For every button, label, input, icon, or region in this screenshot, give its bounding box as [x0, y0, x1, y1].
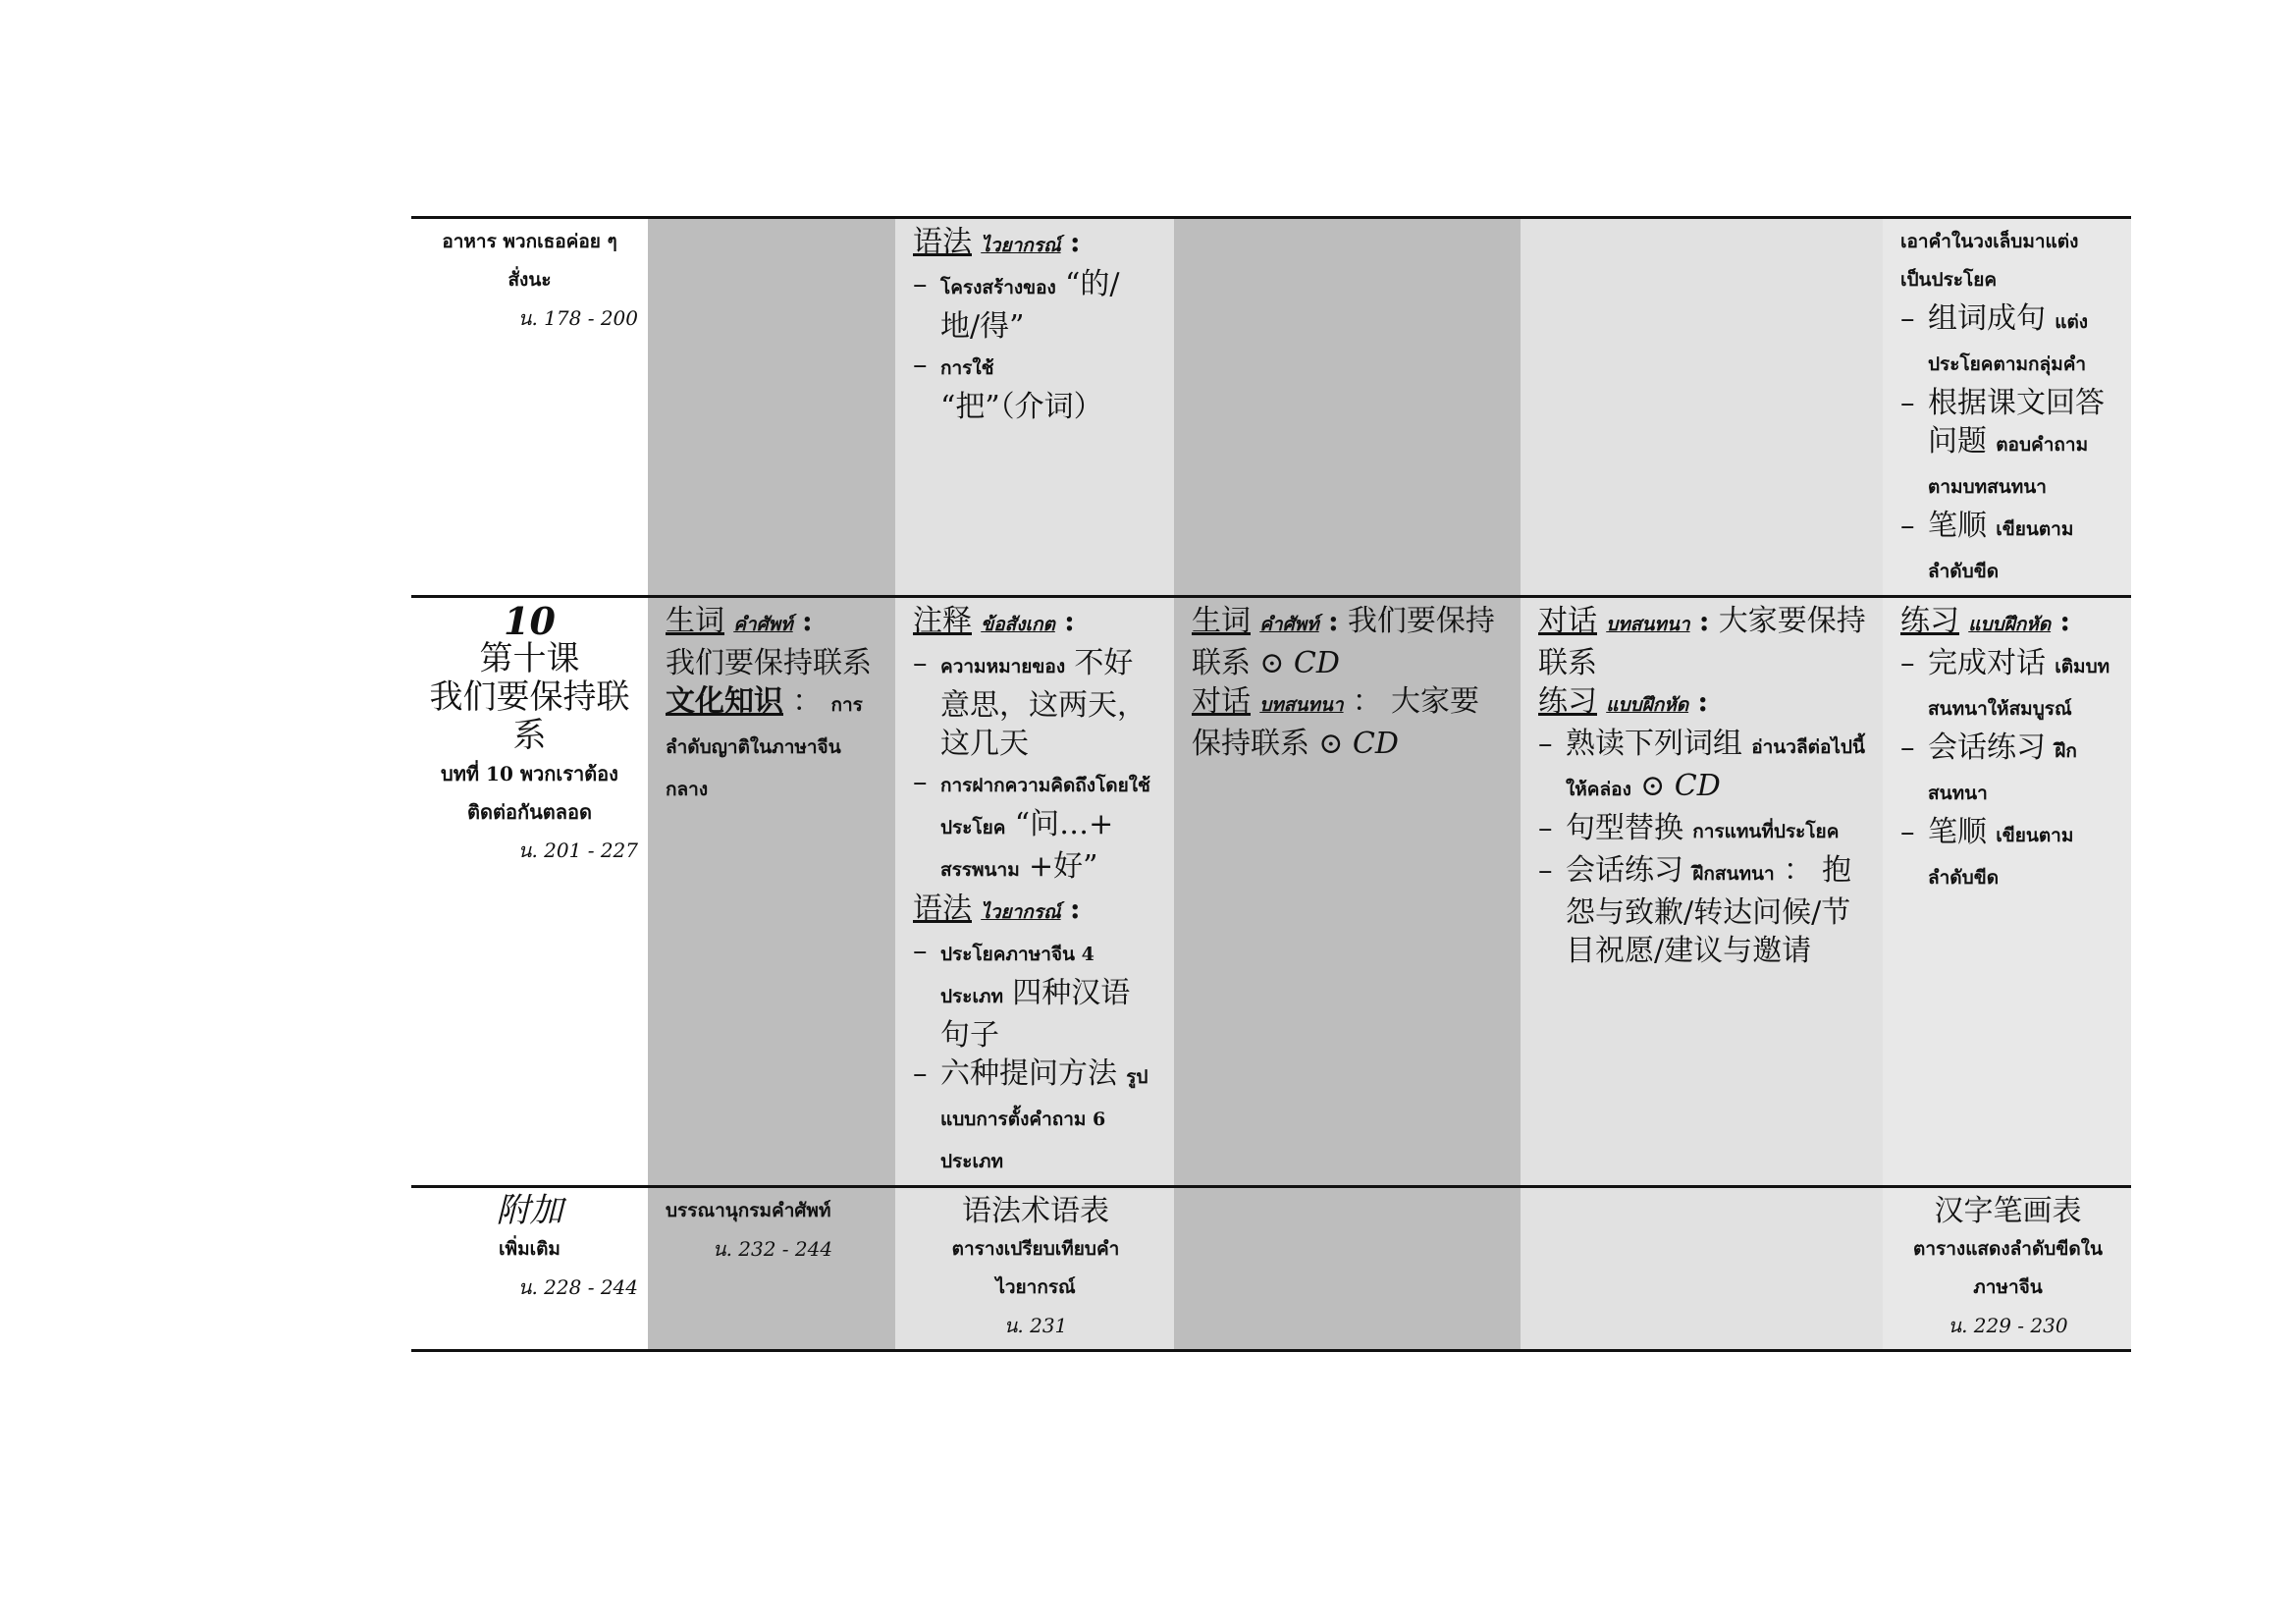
lesson-title-th-line1: อาหาร พวกเธอค่อย ๆ — [442, 231, 617, 252]
grammar-cell: 语法 ไวยากรณ์ : – โครงสร้างของ “的/地/得” – การใช้ “把”（介词） — [895, 218, 1174, 597]
exercise-cell: เอาคำในวงเล็บมาแต่ง เป็นประโยค – 组词成句 แต่งประโยคตามกลุ่มคำ – 根据课文回答问题 ตอบคำถามตามบทสนทนา – 笔顺 เขียนตามลำดับขีด — [1883, 218, 2131, 597]
list-item: – 完成对话 เติมบทสนทนาให้สมบูรณ์ — [1900, 644, 2115, 729]
list-item: – ประโยคภาษาจีน 4 ประเภท 四种汉语句子 — [913, 932, 1158, 1055]
dialogue-cell: 对话 บทสนทนา : 大家要保持联系 练习 แบบฝึกหัด : – 熟读下列词组 อ่านวลีต่อไปนี้ให้คล่อง ⊙ CD – 句型替换 การแทนที่ประโยค – 会话练习 ฝึกสนทนา ： 抱怨与致歉/转达问候/节目祝愿/建议与邀请 — [1521, 597, 1883, 1187]
glossary-cell: บรรณานุกรมคำศัพท์ น. 232 - 244 — [648, 1187, 895, 1351]
list-item: – โครงสร้างของ “的/地/得” — [913, 265, 1158, 346]
stroke-table-cell: 汉字笔画表 ตารางแสดงลำดับขีดในภาษาจีน น. 229 - 230 — [1883, 1187, 2131, 1351]
exercise-cell: 练习 แบบฝึกหัด : – 完成对话 เติมบทสนทนาให้สมบูรณ์ – 会话练习 ฝึกสนทนา – 笔顺 เขียนตามลำดับขีด — [1883, 597, 2131, 1187]
page-range: น. 229 - 230 — [1948, 1314, 2068, 1337]
list-item: – 熟读下列词组 อ่านวลีต่อไปนี้ให้คล่อง ⊙ CD — [1538, 725, 1867, 809]
appendix-title-cn: 附加 — [496, 1191, 563, 1230]
list-item: – 会话练习 ฝึกสนทนา — [1900, 729, 2115, 813]
list-item: – 会话练习 ฝึกสนทนา ： 抱怨与致歉/转达问候/节目祝愿/建议与邀请 — [1538, 851, 1867, 970]
text-cell: 生词 คำศัพท์ : 我们要保持联系 ⊙ CD 对话 บทสนทนา ： 大家要保持联系 ⊙ CD — [1174, 597, 1521, 1187]
lesson-subtitle-cn: 我们要保持联系 — [429, 677, 630, 755]
table-row — [411, 597, 2131, 1187]
page-range: น. 231 — [1003, 1314, 1068, 1337]
empty-cell — [1521, 1187, 1883, 1351]
page-range: น. 178 - 200 — [517, 306, 638, 330]
dialogue-cell — [1521, 218, 1883, 597]
list-item: – 六种提问方法 รูปแบบการตั้งคำถาม 6 ประเภท — [913, 1055, 1158, 1181]
table-row — [411, 218, 2131, 597]
list-item: – การฝากความคิดถึงโดยใช้ประโยค “问…+ สรรพนาม +好” — [913, 763, 1158, 890]
page-range: น. 201 - 227 — [517, 839, 638, 862]
list-item: – 组词成句 แต่งประโยคตามกลุ่มคำ — [1900, 299, 2115, 384]
lesson-title-cn: 第十课 — [479, 639, 580, 678]
notes-grammar-cell: 注释 ข้อสังเกต : – ความหมายของ 不好意思，这两天，这几天 – การฝากความคิดถึงโดยใช้ประโยค “问…+ สรรพนาม +好” 语法 ไวยากรณ์ : – ประโยคภาษาจีน 4 ประเภท 四种汉语句子 – 六种提问方法 รูปแบบการตั้งคำถาม 6 ประเภท — [895, 597, 1174, 1187]
text-cell — [1174, 218, 1521, 597]
vocab-cell: 生词 คำศัพท์ : 我们要保持联系 文化知识 ： การลำดับญาติในภาษาจีนกลาง — [648, 597, 895, 1187]
page-range: น. 232 - 244 — [712, 1237, 833, 1261]
lesson-plan-table — [411, 216, 2131, 1352]
lesson-title-th: บทที่ 10 พวกเราต้องติดต่อกันตลอด — [441, 762, 618, 824]
list-item: – 句型替换 การแทนที่ประโยค — [1538, 809, 1867, 851]
table-row — [411, 1187, 2131, 1351]
appendix-cell — [411, 1187, 648, 1351]
cd-icon: ⊙ CD — [1259, 646, 1340, 680]
grammar-heading-th: ไวยากรณ์ — [981, 235, 1061, 256]
appendix-title-th: เพิ่มเติม — [499, 1238, 561, 1260]
lesson-title-th-line2: สั่งนะ — [507, 269, 552, 291]
grammar-heading: 语法 — [913, 225, 972, 259]
lesson-cell — [411, 218, 648, 597]
lesson-cell — [411, 597, 648, 1187]
cd-icon: ⊙ CD — [1318, 727, 1399, 761]
list-item: – ความหมายของ 不好意思，这两天，这几天 — [913, 644, 1158, 763]
vocab-cell — [648, 218, 895, 597]
lesson-number: 10 — [504, 599, 556, 643]
list-item: – 根据课文回答问题 ตอบคำถามตามบทสนทนา — [1900, 384, 2115, 507]
page-range: น. 228 - 244 — [517, 1275, 638, 1299]
cd-icon: ⊙ CD — [1640, 769, 1721, 803]
list-item: – การใช้ “把”（介词） — [913, 346, 1158, 426]
list-item: – 笔顺 เขียนตามลำดับขีด — [1900, 507, 2115, 591]
list-item: – 笔顺 เขียนตามลำดับขีด — [1900, 813, 2115, 897]
grammar-terms-cell: 语法术语表 ตารางเปรียบเทียบคำไวยากรณ์ น. 231 — [895, 1187, 1174, 1351]
empty-cell — [1174, 1187, 1521, 1351]
